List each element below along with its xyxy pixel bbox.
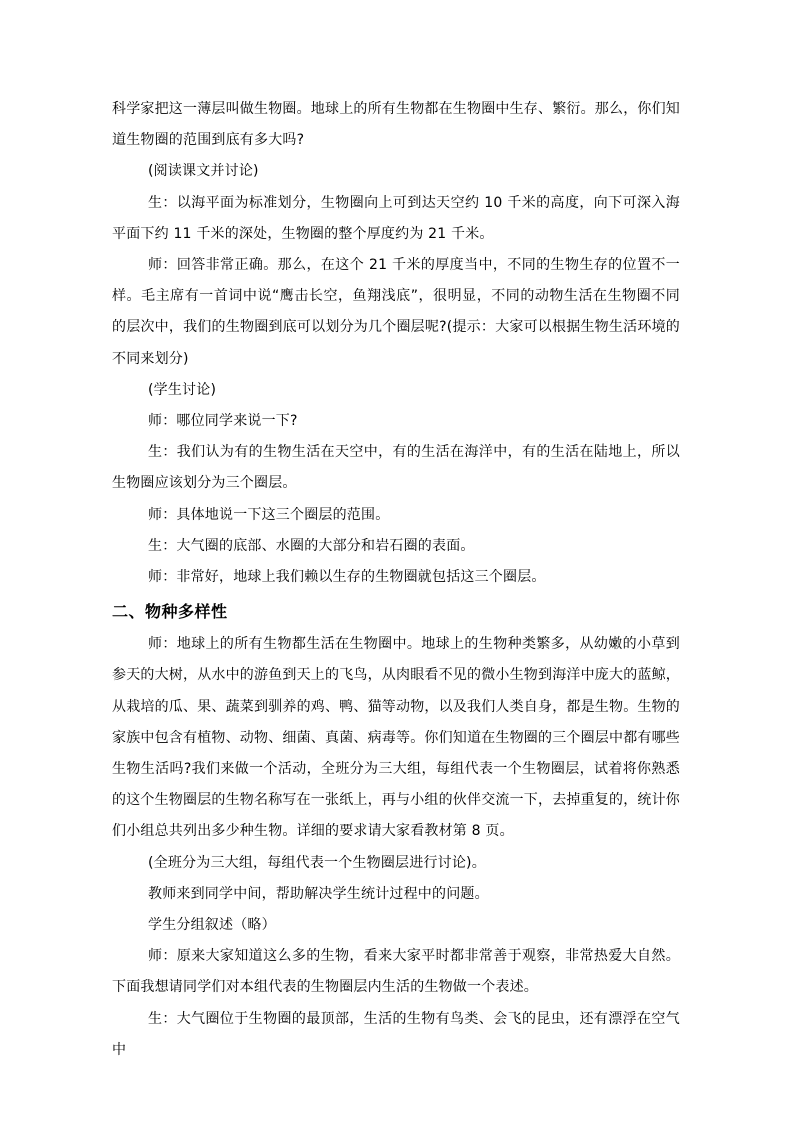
- paragraph-teacher-assist: 教师来到同学中间，帮助解决学生统计过程中的问题。: [148, 885, 489, 902]
- paragraph-student-answer-three-layers: 生：我们认为有的生物生活在天空中，有的生活在海洋中，有的生活在陆地上，所以生物圈应该划分为三个圈层。: [112, 444, 680, 492]
- paragraph-student-answer-spheres: 生：大气圈的底部、水圈的大部分和岩石圈的表面。: [148, 537, 475, 554]
- paragraph-student-atmosphere: 生：大气圈位于生物圈的最顶部，生活的生物有鸟类、会飞的昆虫，还有漂浮在空气中: [112, 1010, 680, 1058]
- paragraph-reading-note: (阅读课文并讨论): [148, 163, 259, 180]
- document-body: [112, 94, 680, 1066]
- paragraph-teacher-question-layers: 师：回答非常正确。那么，在这个 21 千米的厚度当中，不同的生物生存的位置不一样。毛主席有一首词中说“鹰击长空，鱼翔浅底”，很明显，不同的动物生活在生物圈不同的层次中，我们的生物圈到底可以划分为几个圈层呢?(提示：大家可以根据生物生活环境的不同来划分): [112, 257, 680, 367]
- paragraph-teacher-species-intro: 师：地球上的所有生物都生活在生物圈中。地球上的生物种类繁多，从幼嫩的小草到参天的大树，从水中的游鱼到天上的飞鸟，从肉眼看不见的微小生物到海洋中庞大的蓝鲸，从栽培的瓜、果、蔬菜到驯养的鸡、鸭、猫等动物，以及我们人类自身，都是生物。生物的家族中包含有植物、动物、细菌、真菌、病毒等。你们知道在生物圈的三个圈层中都有哪些生物生活吗?我们来做一个活动，全班分为三大组，每组代表一个生物圈层，试着将你熟悉的这个生物圈层的生物名称写在一张纸上，再与小组的伙伴交流一下，去掉重复的，统计你们小组总共列出多少种生物。详细的要求请大家看教材第 8 页。: [112, 636, 680, 840]
- paragraph-intro: 科学家把这一薄层叫做生物圈。地球上的所有生物都在生物圈中生存、繁衍。那么，你们知道生物圈的范围到底有多大吗?: [112, 101, 680, 149]
- section-heading: 二、物种多样性: [112, 602, 228, 622]
- paragraph-student-answer-range: 生：以海平面为标准划分，生物圈向上可到达天空约 10 千米的高度，向下可深入海平面下约 11 千米的深处，生物圈的整个厚度约为 21 千米。: [112, 194, 680, 242]
- paragraph-student-discussion: (学生讨论): [148, 381, 217, 398]
- paragraph-class-grouping: (全班分为三大组，每组代表一个生物圈层进行讨论)。: [148, 854, 486, 871]
- paragraph-teacher-prompt: 师：哪位同学来说一下?: [148, 413, 298, 430]
- paragraph-group-report: 学生分组叙述（略）: [148, 917, 276, 934]
- paragraph-teacher-praise: 师：原来大家知道这么多的生物，看来大家平时都非常善于观察，非常热爱大自然。下面我想请同学们对本组代表的生物圈层内生活的生物做一个表述。: [112, 948, 680, 996]
- paragraph-teacher-ask-range: 师：具体地说一下这三个圈层的范围。: [148, 506, 390, 523]
- paragraph-teacher-confirm: 师：非常好，地球上我们赖以生存的生物圈就包括这三个圈层。: [148, 569, 546, 586]
